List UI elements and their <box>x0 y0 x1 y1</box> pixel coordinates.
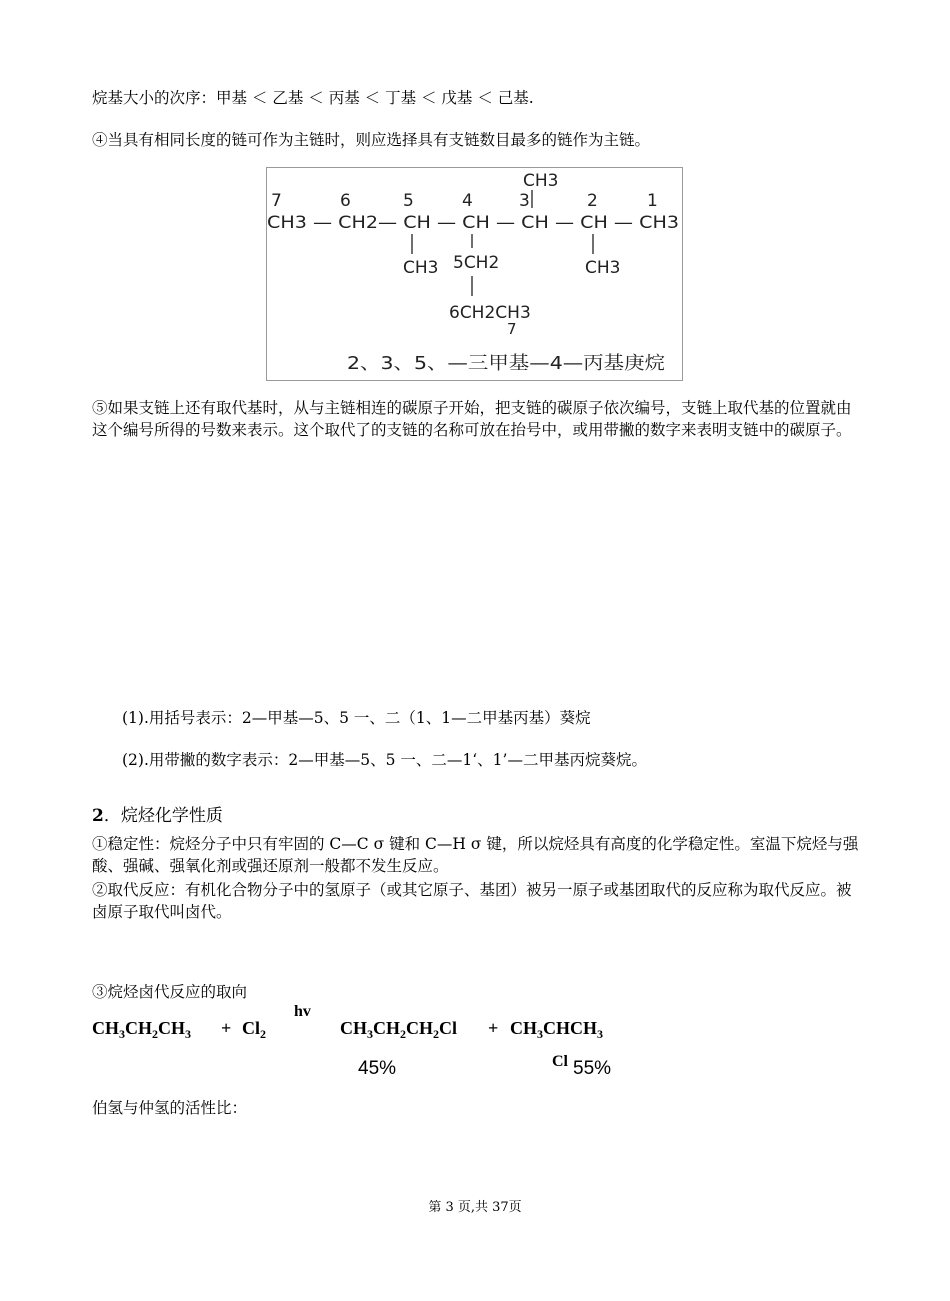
page-footer: 第 3 页,共 37页 <box>428 1200 522 1215</box>
c5-methyl-branch: CH3 <box>403 258 439 278</box>
propyl-branch-number-7: 7 <box>507 320 517 338</box>
c2-methyl-branch: CH3 <box>585 258 621 278</box>
carbon-number-2: 2 <box>587 191 598 211</box>
yield-2: 55% <box>573 1058 612 1079</box>
chlorine-substituent: Cl <box>552 1053 568 1070</box>
propyl-branch-c2: 6CH2CH3 <box>449 303 531 323</box>
rule-5-text: ⑤如果支链上还有取代基时，从与主链相连的碳原子开始，把支链的碳原子依次编号，支链上取代基的位置就由这个编号所得的号数来表示。这个取代了的支链的名称可放在抬号中，或用带撇的数字来表明支链中的碳原子。 <box>92 399 852 439</box>
carbon-number-7: 7 <box>271 191 282 211</box>
top-methyl-branch: CH3 <box>523 171 559 191</box>
section-number: 2 <box>92 806 104 826</box>
section-title: ．烷烃化学性质 <box>103 806 223 826</box>
reactant-chlorine: $Cl_2$ <box>242 1018 266 1041</box>
yield-1: 45% <box>358 1058 397 1079</box>
reactant-propane: $CH_3CH_2CH_3$ <box>92 1018 191 1041</box>
alkyl-order-text: 烷基大小的次序：甲基 ＜ 乙基 ＜ 丙基 ＜ 丁基 ＜ 戊基 ＜ 己基. <box>92 89 534 107</box>
naming-method-2: (2).用带撇的数字表示：2—甲基—5、5 一、二—1‘、1’—二甲基丙烷葵烷。 <box>122 751 647 769</box>
figure-caption: 2、3、5、—三甲基—4—丙基庚烷 <box>347 353 665 374</box>
propyl-branch-c1: 5CH2 <box>453 253 500 273</box>
main-chain: CH3 — CH2— CH — CH — CH — CH — CH3 <box>267 213 679 233</box>
plus-sign-1: + <box>221 1018 232 1038</box>
section-heading <box>92 805 223 827</box>
substitution-text: ②取代反应：有机化合物分子中的氢原子（或其它原子、基团）被另一原子或基团取代的反应称为取代反应。被卤原子取代叫卤代。 <box>92 881 852 921</box>
plus-sign-2: + <box>488 1018 499 1038</box>
structure-diagram <box>267 168 682 380</box>
reaction-condition: hv <box>294 1003 311 1020</box>
activity-ratio-text: 伯氢与仲氢的活性比： <box>92 1099 248 1117</box>
carbon-number-3: 3 <box>519 191 530 211</box>
carbon-number-5: 5 <box>403 191 414 211</box>
halogenation-orientation-text: ③烷烃卤代反应的取向 <box>92 983 248 1001</box>
carbon-number-6: 6 <box>340 191 351 211</box>
carbon-number-4: 4 <box>462 191 473 211</box>
rule-4-text: ④当具有相同长度的链可作为主链时，则应选择具有支链数目最多的链作为主链。 <box>92 131 651 149</box>
naming-method-1: (1).用括号表示：2—甲基—5、5 一、二（1、1—二甲基丙基）葵烷 <box>122 709 591 727</box>
stability-text: ①稳定性：烷烃分子中只有牢固的 C—C σ 键和 C—H σ 键，所以烷烃具有高度的化学稳定性。室温下烷烃与强酸、强碱、强氧化剂或强还原剂一般都不发生反应。 <box>92 835 859 875</box>
product-1-chloropropane: $CH_3CH_2CH_2Cl$ <box>340 1018 457 1041</box>
carbon-number-1: 1 <box>647 191 658 211</box>
structure-figure <box>266 167 683 381</box>
product-2-chloropropane: $CH_3CHCH_3$ <box>510 1018 603 1041</box>
